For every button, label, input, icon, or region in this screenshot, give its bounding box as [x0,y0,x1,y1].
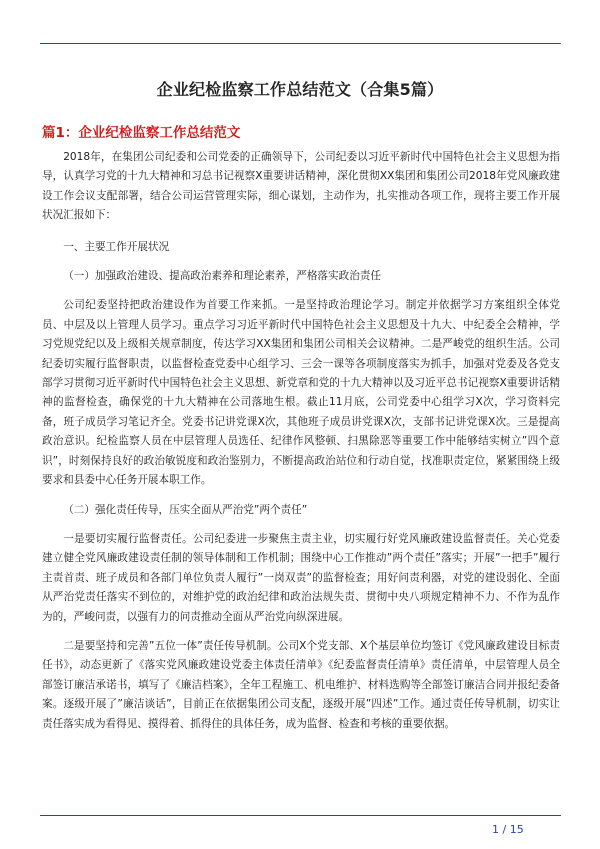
document-title: 企业纪检监察工作总结范文（合集5篇） [156,80,444,99]
document-body [42,148,560,734]
subsection-heading-2: （二）强化责任传导，压实全面从严治党”两个责任” [63,503,308,516]
header-rule [40,43,561,44]
footer-rule [40,815,561,816]
body-paragraph-3: 二是要坚持和完善”五位一体”责任传导机制。公司X个党支部、X个基层单位均签订《党风廉政建设目标责任书》，动态更新了《落实党风廉政建设党委主体责任清单》《纪委监督责任清单》责任清单，中层管理人员全部签订廉洁承诺书，填写了《廉洁档案》，全年工程施工、机电维护、材料选购等全部签订廉洁合同并报纪委备案。逐级开展了”廉洁谈话”，目前正在依据集团公司支配，逐级开展”四述”工作。通过责任传导机制，切实让责任落实成为看得见、摸得着、抓得住的具体任务，成为监督、检查和考核的重要依据。 [42,639,560,730]
section-title: 篇1：企业纪检监察工作总结范文 [42,125,241,141]
subsection-heading-1: （一）加强政治建设、提高政治素养和理论素养，严格落实政治责任 [63,270,381,283]
intro-paragraph: 2018年，在集团公司纪委和公司党委的正确领导下，公司纪委以习近平新时代中国特色社会主义思想为指导，认真学习党的十九大精神和习总书记视察X重要讲话精神，深化贯彻XX集团和集团公司2018年党风廉政建设工作会议支配部署，结合公司运营管理实际，细心谋划，主动作为，扎实推动各项工作，现将主要工作开展状况汇报如下： [42,151,560,222]
body-paragraph-2: 一是要切实履行监督责任。公司纪委进一步聚焦主责主业，切实履行好党风廉政建设监督责任。关心党委建立健全党风廉政建设责任制的领导体制和工作机制；围绕中心工作推动”两个责任”落实；开展”一把手”履行主责首责、班子成员和各部门单位负责人履行”一岗双责”的监督检查；用好问责利器，对党的建设弱化、全面从严治党责任落实不到位的，对维护党的政治纪律和政治法规失责、贯彻中央八项规定精神不力、不作为乱作为的，严峻问责，以强有力的问责推动全面从严治党向纵深进展。 [42,532,560,623]
section-heading-1: 一、主要工作开展状况 [63,240,170,253]
page-indicator: 1 / 15 [492,823,524,836]
body-paragraph-1: 公司纪委坚持把政治建设作为首要工作来抓。一是坚持政治理论学习。制定并依据学习方案组织全体党员、中层及以上管理人员学习。重点学习习近平新时代中国特色社会主义思想及十九大、中纪委全会精神，学习党规党纪以及上级相关规章制度，传达学习XX集团和集团公司相关会议精神。二是严峻党的组织生活。公司纪委切实履行监督职责，以监督检查党委中心组学习、三会一课等各项制度落实为抓手，加强对党委及各党支部学习贯彻习近平新时代中国特色社会主义思想、新党章和党的十九大精神以及习近平总书记视察X重要讲话精神的监督检查，确保党的十九大精神在公司落地生根。截止11月底，公司党委中心组学习X次，学习资料完备，班子成员学习笔记齐全。党委书记讲党课X次，其他班子成员讲党课X次，支部书记讲党课X次。三是提高政治意识。纪检监察人员在中层管理人员选任、纪律作风整顿、扫黑除恶等重要工作中能够结实树立”四个意识”，时刻保持良好的政治敏锐度和政治鉴别力，不断提高政治站位和行动自觉，找准职责定位，紧紧围绕上级要求和县委中心任务开展本职工作。 [42,299,560,487]
